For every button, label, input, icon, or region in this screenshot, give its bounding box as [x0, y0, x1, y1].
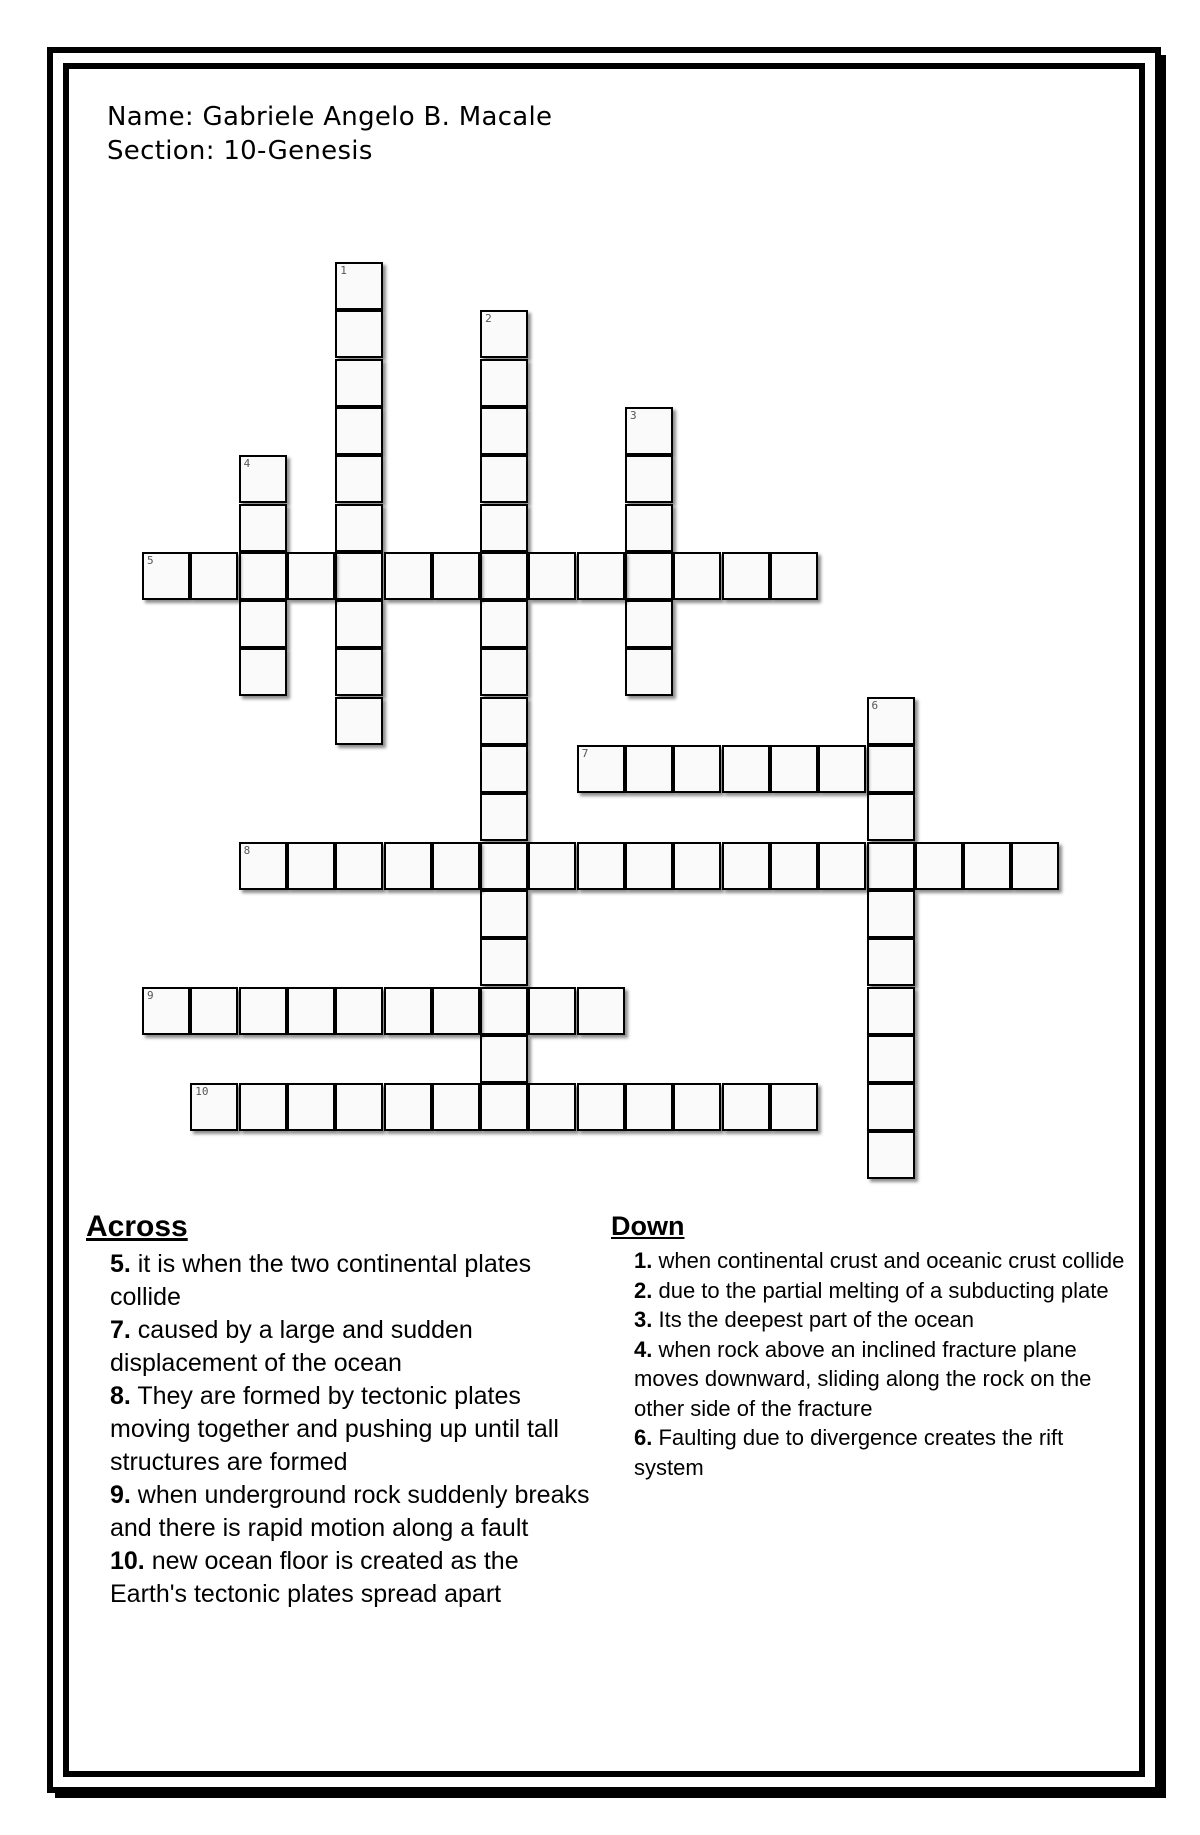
crossword-cell[interactable]: [190, 1083, 238, 1131]
crossword-cell[interactable]: [480, 552, 528, 600]
crossword-cell[interactable]: [480, 1035, 528, 1083]
clue-across-7: [110, 1314, 596, 1380]
crossword-cell[interactable]: [625, 745, 673, 793]
crossword-cell[interactable]: [384, 1083, 432, 1131]
cell-clue-number: 2: [485, 312, 492, 326]
crossword-cell[interactable]: [867, 793, 915, 841]
crossword-cell[interactable]: [287, 987, 335, 1035]
crossword-cell[interactable]: [818, 842, 866, 890]
crossword-cell[interactable]: [867, 1035, 915, 1083]
crossword-cell[interactable]: [480, 697, 528, 745]
crossword-cell[interactable]: [287, 552, 335, 600]
clue-text: They are formed by tectonic plates moving together and pushing up until tall structures are formed: [110, 1382, 559, 1476]
clue-text: Faulting due to divergence creates the rift system: [634, 1425, 1064, 1480]
crossword-cell[interactable]: [335, 552, 383, 600]
crossword-cell[interactable]: [867, 987, 915, 1035]
cell-clue-number: 8: [243, 843, 251, 857]
crossword-cell[interactable]: [335, 697, 383, 745]
clue-text: it is when the two continental plates collide: [110, 1250, 532, 1311]
student-info: [107, 100, 552, 168]
crossword-cell[interactable]: [722, 745, 770, 793]
crossword-cell[interactable]: [287, 842, 335, 890]
crossword-cell[interactable]: [480, 310, 528, 358]
cell-clue-number: 5: [147, 553, 154, 567]
frame-shadow-bottom: [55, 1793, 1166, 1798]
clue-across-9: [110, 1479, 596, 1545]
crossword-cell[interactable]: [239, 842, 287, 890]
crossword-cell[interactable]: [432, 552, 480, 600]
crossword-cell[interactable]: [335, 987, 383, 1035]
crossword-cell[interactable]: [432, 1083, 480, 1131]
crossword-cell[interactable]: [190, 552, 238, 600]
crossword-cell[interactable]: [335, 407, 383, 455]
crossword-cell[interactable]: [480, 648, 528, 696]
crossword-cell[interactable]: [528, 987, 576, 1035]
crossword-cell[interactable]: [239, 455, 287, 503]
crossword-cell[interactable]: [673, 552, 721, 600]
crossword-cell[interactable]: [867, 890, 915, 938]
crossword-cell[interactable]: [867, 1083, 915, 1131]
cell-clue-number: 7: [581, 747, 589, 760]
crossword-cell[interactable]: [577, 1083, 625, 1131]
clue-number: 6.: [634, 1425, 653, 1450]
clue-number: 9.: [110, 1481, 131, 1509]
clue-text: caused by a large and sudden displacement of the ocean: [110, 1316, 473, 1377]
crossword-cell[interactable]: [335, 504, 383, 552]
crossword-cell[interactable]: [239, 648, 287, 696]
crossword-cell[interactable]: [577, 745, 625, 793]
crossword-cell[interactable]: [625, 1083, 673, 1131]
clue-number: 10.: [110, 1547, 145, 1575]
crossword-cell[interactable]: [577, 552, 625, 600]
clue-text: when underground rock suddenly breaks and there is rapid motion along a fault: [110, 1481, 590, 1542]
crossword-cell[interactable]: [528, 1083, 576, 1131]
crossword-cell[interactable]: [335, 359, 383, 407]
crossword-cell[interactable]: [480, 793, 528, 841]
crossword-cell[interactable]: [480, 504, 528, 552]
crossword-cell[interactable]: [335, 310, 383, 358]
crossword-cell[interactable]: [770, 842, 818, 890]
down-clues: [611, 1210, 1131, 1482]
clue-down-6: [634, 1423, 1131, 1482]
crossword-cell[interactable]: [528, 552, 576, 600]
student-section: Section: 10-Genesis: [107, 136, 373, 166]
frame-shadow-right: [1161, 55, 1166, 1798]
cell-clue-number: 6: [871, 698, 879, 712]
crossword-cell[interactable]: [142, 552, 190, 600]
across-heading: Across: [86, 1210, 188, 1243]
crossword-cell[interactable]: [625, 552, 673, 600]
crossword-cell[interactable]: [722, 1083, 770, 1131]
crossword-cell[interactable]: [770, 552, 818, 600]
crossword-cell[interactable]: [480, 890, 528, 938]
clue-across-5: [110, 1248, 596, 1314]
crossword-cell[interactable]: [770, 745, 818, 793]
crossword-cell[interactable]: [480, 359, 528, 407]
clue-number: 1.: [634, 1248, 653, 1273]
crossword-cell[interactable]: [239, 504, 287, 552]
clue-number: 8.: [110, 1382, 131, 1410]
clue-text: new ocean floor is created as the Earth's tectonic plates spread apart: [110, 1547, 519, 1608]
crossword-cell[interactable]: [625, 455, 673, 503]
crossword-cell[interactable]: [239, 552, 287, 600]
clue-across-8: [110, 1380, 596, 1479]
clue-across-10: [110, 1545, 596, 1611]
crossword-cell[interactable]: [384, 987, 432, 1035]
crossword-cell[interactable]: [722, 552, 770, 600]
crossword-cell[interactable]: [867, 938, 915, 986]
crossword-cell[interactable]: [625, 504, 673, 552]
crossword-cell[interactable]: [239, 987, 287, 1035]
clue-number: 2.: [634, 1277, 653, 1303]
crossword-cell[interactable]: [625, 600, 673, 648]
down-heading: Down: [611, 1211, 685, 1241]
crossword-cell[interactable]: [915, 842, 963, 890]
crossword-cell[interactable]: [480, 407, 528, 455]
cell-clue-number: 4: [243, 457, 251, 471]
crossword-cell[interactable]: [335, 600, 383, 648]
crossword-cell[interactable]: [625, 842, 673, 890]
clue-number: 7.: [110, 1316, 131, 1344]
crossword-cell[interactable]: [480, 600, 528, 648]
crossword-cell[interactable]: [722, 842, 770, 890]
crossword-cell[interactable]: [480, 455, 528, 503]
crossword-cell[interactable]: [528, 842, 576, 890]
crossword-cell[interactable]: [335, 842, 383, 890]
crossword-cell[interactable]: [239, 1083, 287, 1131]
cell-clue-number: 9: [147, 988, 154, 1002]
student-name: Name: Gabriele Angelo B. Macale: [107, 102, 553, 132]
clue-down-3: [634, 1305, 1131, 1335]
crossword-cell[interactable]: [963, 842, 1011, 890]
crossword-cell[interactable]: [335, 455, 383, 503]
crossword-cell[interactable]: [625, 407, 673, 455]
clue-down-1: [634, 1246, 1131, 1276]
clue-text: Its the deepest part of the ocean: [652, 1307, 975, 1332]
crossword-cell[interactable]: [673, 1083, 721, 1131]
crossword-cell[interactable]: [142, 987, 190, 1035]
cell-clue-number: 1: [340, 264, 347, 277]
across-clues: [86, 1210, 596, 1611]
clue-text: when rock above an inclined fracture plane moves downward, sliding along the rock on the other side of the fracture: [634, 1336, 1092, 1421]
crossword-cell[interactable]: [335, 648, 383, 696]
crossword-cell[interactable]: [335, 262, 383, 310]
crossword-cell[interactable]: [577, 842, 625, 890]
crossword-cell[interactable]: [432, 842, 480, 890]
crossword-cell[interactable]: [432, 987, 480, 1035]
crossword-cell[interactable]: [577, 987, 625, 1035]
crossword-cell[interactable]: [1011, 842, 1059, 890]
crossword-cell[interactable]: [818, 745, 866, 793]
crossword-cell[interactable]: [867, 1131, 915, 1179]
crossword-cell[interactable]: [673, 842, 721, 890]
crossword-cell[interactable]: [480, 987, 528, 1035]
clue-number: 3.: [634, 1307, 653, 1332]
crossword-cell[interactable]: [480, 1083, 528, 1131]
clue-number: 4.: [634, 1336, 653, 1362]
clue-number: 5.: [110, 1250, 131, 1278]
cell-clue-number: 10: [195, 1085, 209, 1099]
crossword-cell[interactable]: [480, 938, 528, 986]
crossword-cell[interactable]: [673, 745, 721, 793]
cell-clue-number: 3: [630, 408, 637, 422]
crossword-cell[interactable]: [480, 745, 528, 793]
clue-text: due to the partial melting of a subducting plate: [652, 1277, 1109, 1303]
crossword-cell[interactable]: [625, 648, 673, 696]
crossword-cell[interactable]: [770, 1083, 818, 1131]
crossword-cell[interactable]: [335, 1083, 383, 1131]
crossword-cell[interactable]: [190, 987, 238, 1035]
crossword-cell[interactable]: [480, 842, 528, 890]
clue-down-4: [634, 1335, 1131, 1424]
crossword-cell[interactable]: [287, 1083, 335, 1131]
crossword-cell[interactable]: [867, 697, 915, 745]
crossword-cell[interactable]: [384, 552, 432, 600]
clue-text: when continental crust and oceanic crust collide: [652, 1248, 1125, 1273]
crossword-cell[interactable]: [867, 842, 915, 890]
crossword-cell[interactable]: [384, 842, 432, 890]
clue-down-2: [634, 1276, 1131, 1306]
crossword-cell[interactable]: [867, 745, 915, 793]
crossword-cell[interactable]: [239, 600, 287, 648]
